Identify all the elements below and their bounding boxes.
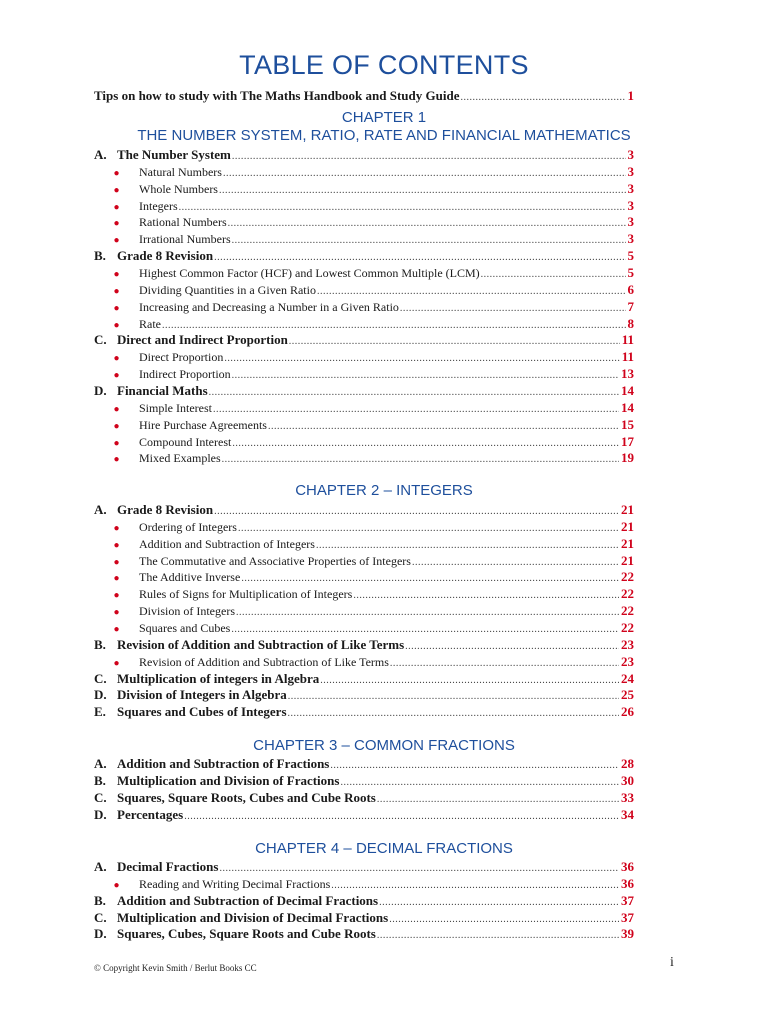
bullet-icon: ● (113, 607, 120, 619)
toc-subitem-entry[interactable] (94, 569, 634, 586)
toc-page-number: 28 (621, 756, 634, 771)
dot-leader (377, 794, 619, 805)
toc-section-entry[interactable] (94, 790, 634, 807)
toc-page-number: 3 (627, 231, 634, 247)
toc-section-entry[interactable] (94, 704, 634, 721)
toc-subitem-entry[interactable] (94, 876, 634, 893)
section-letter: B. (94, 892, 106, 908)
section-letter: A. (94, 859, 107, 874)
toc-page-number: 23 (621, 636, 634, 652)
toc-page-number: 22 (621, 586, 634, 602)
section-letter: D. (94, 382, 107, 398)
toc-page-number: 21 (621, 518, 634, 534)
section-letter: B. (94, 772, 106, 788)
dot-leader (331, 880, 619, 891)
subitem-label: Hire Purchase Agreements (139, 417, 267, 432)
toc-subitem-entry[interactable] (94, 366, 634, 383)
subitem-label: Whole Numbers (139, 181, 218, 196)
toc-subitem-entry[interactable] (94, 299, 634, 316)
toc-subitem-entry[interactable] (94, 654, 634, 671)
dot-leader (184, 811, 619, 822)
subitem-label: Natural Numbers (139, 164, 222, 179)
section-label: Revision of Addition and Subtraction of Like Terms (117, 636, 405, 652)
subitem-label: Increasing and Decreasing a Number in a Given Ratio (139, 299, 399, 314)
dot-leader (219, 185, 626, 196)
toc-page-number: 22 (621, 569, 634, 585)
bullet-icon: ● (113, 522, 120, 534)
toc-page-number: 7 (627, 298, 634, 314)
toc-section-entry[interactable] (94, 383, 634, 400)
bullet-icon: ● (113, 556, 120, 568)
toc-page-number: 22 (621, 620, 634, 635)
dot-leader (179, 202, 626, 213)
dot-leader (224, 353, 619, 364)
dot-leader (379, 897, 619, 908)
subitem-label: Rational Numbers (139, 215, 227, 230)
toc-subitem-entry[interactable] (94, 553, 634, 570)
dot-leader (214, 252, 625, 263)
subitem-label: Highest Common Factor (HCF) and Lowest Common Multiple (LCM) (139, 265, 480, 280)
dot-leader (481, 269, 626, 280)
toc-subitem-entry[interactable] (94, 620, 634, 637)
toc-section-entry[interactable] (94, 756, 634, 773)
bullet-icon: ● (113, 184, 120, 196)
toc-page-number: 3 (627, 214, 634, 230)
dot-leader (232, 370, 619, 381)
bullet-icon: ● (113, 420, 120, 432)
bullet-icon: ● (113, 624, 120, 635)
subitem-label: Indirect Proportion (139, 367, 231, 382)
toc-page-number: 30 (621, 772, 634, 788)
bullet-icon: ● (113, 167, 120, 179)
toc-subitem-entry[interactable] (94, 536, 634, 553)
dot-leader (460, 92, 625, 103)
subitem-label: Ordering of Integers (139, 519, 237, 534)
section-letter: A. (94, 502, 107, 517)
toc-subitem-entry[interactable] (94, 316, 634, 333)
dot-leader (209, 387, 619, 398)
subitem-label: Simple Interest (139, 400, 212, 415)
toc-page-number: 6 (627, 281, 634, 297)
subitem-label: Reading and Writing Decimal Fractions (139, 876, 331, 891)
toc-section-entry[interactable] (94, 773, 634, 790)
dot-leader (405, 641, 619, 652)
toc-section-entry[interactable] (94, 671, 634, 688)
bullet-icon: ● (113, 353, 120, 365)
dot-leader (238, 523, 619, 534)
section-label: Multiplication of integers in Algebra (117, 670, 320, 686)
section-letter: C. (94, 789, 107, 805)
subitem-label: Dividing Quantities in a Given Ratio (139, 282, 316, 297)
toc-subitem-entry[interactable] (94, 214, 634, 231)
subitem-label: Addition and Subtraction of Integers (139, 536, 315, 551)
toc-section-entry[interactable] (94, 910, 634, 927)
section-label: Decimal Fractions (117, 859, 219, 874)
section-label: Grade 8 Revision (117, 502, 214, 517)
toc-subitem-entry[interactable] (94, 417, 634, 434)
toc-page-number: 3 (627, 197, 634, 213)
subitem-label: The Commutative and Associative Properties of Integers (139, 553, 411, 568)
section-label: Multiplication and Division of Decimal Fractions (117, 909, 389, 925)
toc-section-entry[interactable] (94, 637, 634, 654)
toc-page-number: 34 (621, 806, 634, 822)
dot-leader (340, 777, 619, 788)
toc-page-number: 3 (627, 163, 634, 179)
dot-leader (232, 151, 626, 162)
chapter-heading: CHAPTER 3 – COMMON FRACTIONS (253, 737, 515, 754)
toc-page-number: 19 (621, 450, 634, 466)
section-label: Addition and Subtraction of Fractions (117, 756, 330, 771)
dot-leader (288, 708, 619, 719)
section-label: Direct and Indirect Proportion (117, 332, 288, 348)
section-label: Grade 8 Revision (117, 248, 214, 264)
toc-page-number: 26 (621, 704, 634, 720)
section-label: Multiplication and Division of Fractions (117, 772, 340, 788)
dot-leader (316, 540, 619, 551)
toc-page-number: 3 (627, 147, 634, 162)
toc-page-number: 33 (621, 789, 634, 805)
section-letter: D. (94, 926, 107, 942)
bullet-icon: ● (113, 657, 120, 669)
toc-page-number: 24 (621, 670, 634, 686)
section-letter: B. (94, 248, 106, 264)
section-letter: C. (94, 670, 107, 686)
toc-page-number: 37 (621, 909, 634, 925)
subitem-label: Squares and Cubes (139, 621, 231, 635)
dot-leader (232, 438, 619, 449)
toc-entry-label: Tips on how to study with The Maths Handbook and Study Guide (94, 88, 460, 103)
page-title: TABLE OF CONTENTS (239, 50, 529, 80)
toc-section-entry[interactable] (94, 147, 634, 164)
bullet-icon: ● (113, 437, 120, 449)
toc-subitem-entry[interactable] (94, 164, 634, 181)
dot-leader (268, 421, 619, 432)
dot-leader (389, 914, 619, 925)
subitem-label: Rate (139, 316, 161, 331)
toc-section-entry[interactable] (94, 248, 634, 265)
toc-section-entry[interactable] (94, 502, 634, 519)
subitem-label: The Additive Inverse (139, 570, 241, 585)
toc-page-number: 11 (621, 332, 634, 348)
toc-subitem-entry[interactable] (94, 450, 634, 467)
section-letter: A. (94, 756, 107, 771)
toc-page-number: 5 (627, 264, 634, 280)
toc-page-number: 25 (621, 687, 634, 703)
toc-page-number: 11 (621, 349, 634, 365)
subitem-label: Irrational Numbers (139, 232, 231, 247)
subitem-label: Mixed Examples (139, 451, 221, 466)
bullet-icon: ● (113, 218, 120, 230)
dot-leader (228, 218, 626, 229)
toc-page-number: 39 (621, 926, 634, 942)
section-label: Financial Maths (117, 382, 208, 398)
toc-page-number: 22 (621, 603, 634, 619)
section-letter: D. (94, 687, 107, 703)
toc-section-entry[interactable] (94, 893, 634, 910)
dot-leader (222, 454, 619, 465)
section-label: Squares, Square Roots, Cubes and Cube Roots (117, 789, 376, 805)
toc-section-entry[interactable] (94, 687, 634, 704)
toc-section-entry[interactable] (94, 807, 634, 824)
subitem-label: Revision of Addition and Subtraction of Like Terms (139, 654, 389, 669)
section-label: Percentages (117, 806, 184, 822)
dot-leader (214, 506, 619, 517)
bullet-icon: ● (113, 302, 120, 314)
toc-section-entry[interactable] (94, 859, 634, 876)
toc-subitem-entry[interactable] (94, 519, 634, 536)
dot-leader (232, 235, 626, 246)
section-label: Addition and Subtraction of Decimal Fractions (117, 892, 379, 908)
chapter-heading: CHAPTER 2 – INTEGERS (295, 482, 473, 499)
toc-page-number: 14 (621, 399, 634, 415)
toc-page-number: 36 (621, 875, 634, 891)
bullet-icon: ● (113, 201, 120, 213)
toc-page-number: 1 (627, 88, 634, 103)
section-label: Squares, Cubes, Square Roots and Cube Roots (117, 926, 376, 942)
toc-page-number: 21 (621, 502, 634, 517)
subitem-label: Division of Integers (139, 604, 235, 619)
dot-leader (390, 658, 619, 669)
toc-section-entry[interactable] (94, 926, 634, 943)
toc-page-number: 8 (627, 315, 634, 331)
dot-leader (241, 573, 619, 584)
bullet-icon: ● (113, 590, 120, 602)
toc-page-number: 17 (621, 433, 634, 449)
dot-leader (317, 286, 626, 297)
toc-subitem-entry[interactable] (94, 198, 634, 215)
dot-leader (288, 691, 619, 702)
copyright-footer: © Copyright Kevin Smith / Berlut Books CC (94, 963, 257, 973)
subitem-label: Direct Proportion (139, 350, 224, 365)
dot-leader (400, 303, 626, 314)
toc-entry-tips[interactable] (94, 88, 634, 105)
dot-leader (289, 336, 620, 347)
toc-subitem-entry[interactable] (94, 265, 634, 282)
toc-subitem-entry[interactable] (94, 231, 634, 248)
dot-leader (213, 404, 619, 415)
section-label: Division of Integers in Algebra (117, 687, 287, 703)
toc-page-number: 15 (621, 416, 634, 432)
dot-leader (223, 168, 626, 179)
toc-subitem-entry[interactable] (94, 434, 634, 451)
section-label: The Number System (117, 147, 231, 162)
chapter-heading: CHAPTER 1 (341, 109, 427, 126)
bullet-icon: ● (113, 235, 120, 247)
toc-page-number: 14 (621, 382, 634, 398)
dot-leader (320, 675, 619, 686)
section-letter: C. (94, 332, 107, 348)
subitem-label: Integers (139, 198, 178, 213)
toc-subitem-entry[interactable] (94, 400, 634, 417)
toc-subitem-entry[interactable] (94, 181, 634, 198)
toc-page-number: 5 (627, 248, 634, 264)
bullet-icon: ● (113, 573, 120, 585)
toc-subitem-entry[interactable] (94, 603, 634, 620)
toc-page-number: 23 (621, 653, 634, 669)
dot-leader (412, 557, 619, 568)
chapter-subheading: THE NUMBER SYSTEM, RATIO, RATE AND FINANCIAL MATHEMATICS (137, 127, 631, 144)
subitem-label: Compound Interest (139, 434, 232, 449)
bullet-icon: ● (113, 879, 120, 891)
bullet-icon: ● (113, 454, 120, 466)
toc-page-number: 13 (621, 366, 634, 382)
dot-leader (236, 607, 619, 618)
section-letter: A. (94, 147, 107, 162)
dot-leader (330, 760, 619, 771)
section-letter: B. (94, 636, 106, 652)
dot-leader (219, 863, 619, 874)
page-number: i (670, 955, 674, 970)
toc-subitem-entry[interactable] (94, 282, 634, 299)
toc-page-number: 3 (627, 180, 634, 196)
toc-page-number: 21 (621, 552, 634, 568)
bullet-icon: ● (113, 268, 120, 280)
toc-subitem-entry[interactable] (94, 586, 634, 603)
bullet-icon: ● (113, 319, 120, 331)
toc-subitem-entry[interactable] (94, 349, 634, 366)
section-letter: C. (94, 909, 107, 925)
dot-leader (377, 930, 619, 941)
subitem-label: Rules of Signs for Multiplication of Integers (139, 587, 353, 602)
toc-page-number: 37 (621, 892, 634, 908)
dot-leader (231, 624, 619, 635)
toc-page-number: 36 (621, 859, 634, 874)
section-label: Squares and Cubes of Integers (117, 704, 287, 720)
section-letter: D. (94, 806, 107, 822)
bullet-icon: ● (113, 403, 120, 415)
toc-section-entry[interactable] (94, 332, 634, 349)
bullet-icon: ● (113, 285, 120, 297)
bullet-icon: ● (113, 370, 120, 382)
dot-leader (162, 320, 626, 331)
dot-leader (353, 590, 619, 601)
chapter-heading: CHAPTER 4 – DECIMAL FRACTIONS (255, 840, 513, 857)
section-letter: E. (94, 704, 106, 720)
toc-page-number: 21 (621, 535, 634, 551)
bullet-icon: ● (113, 539, 120, 551)
